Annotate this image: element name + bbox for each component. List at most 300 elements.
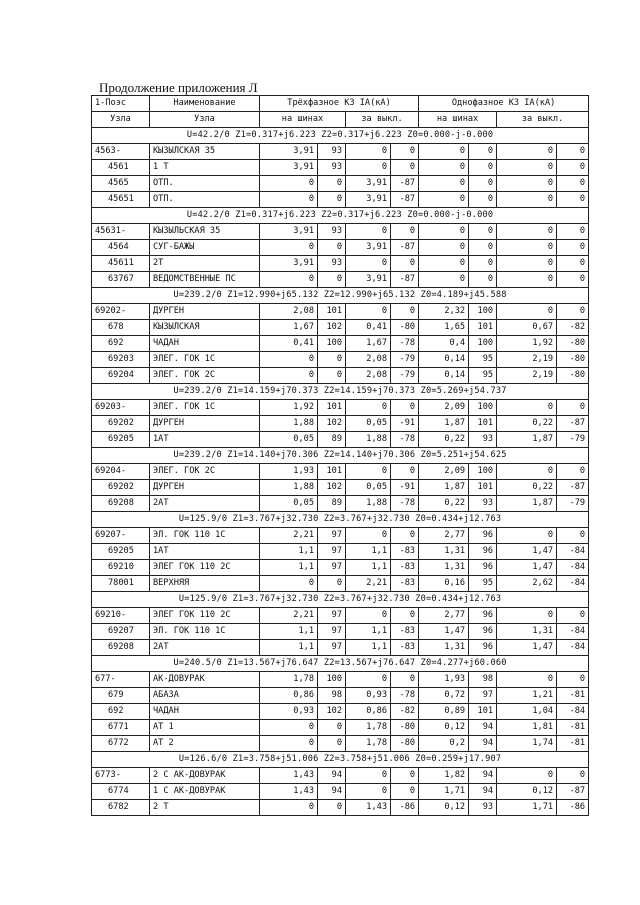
section-params: U=126.6/0 Z1=3.758+j51.006 Z2=3.758+j51.006 Z0=0.259+j17.907 bbox=[92, 752, 589, 768]
value-cell: 97 bbox=[318, 544, 346, 560]
value-cell: 97 bbox=[318, 608, 346, 624]
value-cell: 89 bbox=[318, 496, 346, 512]
value-cell: 0 bbox=[419, 176, 469, 192]
value-cell: 94 bbox=[469, 720, 497, 736]
table-row bbox=[92, 240, 589, 256]
value-cell: 1,47 bbox=[497, 640, 557, 656]
value-cell: 1,93 bbox=[260, 464, 318, 480]
section-header-row bbox=[92, 448, 589, 464]
value-cell: -80 bbox=[557, 368, 589, 384]
value-cell: 0 bbox=[318, 272, 346, 288]
node-cell: 69203 bbox=[92, 352, 150, 368]
value-cell: 0,89 bbox=[419, 704, 469, 720]
table-row bbox=[92, 336, 589, 352]
value-cell: 0 bbox=[497, 464, 557, 480]
value-cell: 0 bbox=[497, 256, 557, 272]
value-cell: 102 bbox=[318, 480, 346, 496]
table-row bbox=[92, 672, 589, 688]
value-cell: 0 bbox=[497, 528, 557, 544]
value-cell: 0 bbox=[318, 176, 346, 192]
name-cell: ЭЛЕГ. ГОК 1С bbox=[150, 352, 260, 368]
section-params: U=42.2/0 Z1=0.317+j6.223 Z2=0.317+j6.223 Z0=0.000-j-0.000 bbox=[92, 208, 589, 224]
value-cell: 0,72 bbox=[419, 688, 469, 704]
value-cell: 0,86 bbox=[346, 704, 391, 720]
value-cell: 2,19 bbox=[497, 368, 557, 384]
header-cell: Узла bbox=[92, 112, 150, 128]
value-cell: 0,05 bbox=[346, 416, 391, 432]
value-cell: -87 bbox=[391, 176, 419, 192]
value-cell: -80 bbox=[391, 736, 419, 752]
value-cell: 93 bbox=[318, 144, 346, 160]
value-cell: 1,88 bbox=[346, 432, 391, 448]
table-row bbox=[92, 352, 589, 368]
value-cell: 0 bbox=[391, 768, 419, 784]
name-cell: ОТП. bbox=[150, 176, 260, 192]
value-cell: 0 bbox=[497, 400, 557, 416]
name-cell: ВЕРХНЯЯ bbox=[150, 576, 260, 592]
node-cell: 4564 bbox=[92, 240, 150, 256]
value-cell: 1,78 bbox=[260, 672, 318, 688]
value-cell: 0 bbox=[391, 672, 419, 688]
node-cell: 69208 bbox=[92, 640, 150, 656]
value-cell: 102 bbox=[318, 704, 346, 720]
value-cell: 0 bbox=[469, 160, 497, 176]
value-cell: 0,14 bbox=[419, 368, 469, 384]
header-cell: Наименование bbox=[150, 96, 260, 112]
value-cell: 0 bbox=[469, 144, 497, 160]
value-cell: 94 bbox=[469, 768, 497, 784]
value-cell: 100 bbox=[469, 464, 497, 480]
name-cell: КЫЗЫЛСКАЯ bbox=[150, 320, 260, 336]
table-row bbox=[92, 560, 589, 576]
value-cell: 0 bbox=[557, 464, 589, 480]
header-cell: за выкл. bbox=[346, 112, 419, 128]
value-cell: 96 bbox=[469, 560, 497, 576]
header-row-1 bbox=[92, 96, 589, 112]
value-cell: 100 bbox=[469, 304, 497, 320]
value-cell: 0 bbox=[469, 224, 497, 240]
value-cell: 2,08 bbox=[260, 304, 318, 320]
value-cell: -82 bbox=[391, 704, 419, 720]
value-cell: 0 bbox=[497, 176, 557, 192]
value-cell: 1,1 bbox=[260, 560, 318, 576]
section-params: U=240.5/0 Z1=13.567+j76.647 Z2=13.567+j76.647 Z0=4.277+j60.060 bbox=[92, 656, 589, 672]
value-cell: 94 bbox=[469, 784, 497, 800]
table-row bbox=[92, 640, 589, 656]
value-cell: 0 bbox=[391, 528, 419, 544]
value-cell: 101 bbox=[318, 464, 346, 480]
value-cell: 1,43 bbox=[260, 768, 318, 784]
table-row bbox=[92, 784, 589, 800]
value-cell: 0 bbox=[260, 192, 318, 208]
value-cell: 2,77 bbox=[419, 528, 469, 544]
value-cell: -83 bbox=[391, 624, 419, 640]
value-cell: 1,87 bbox=[497, 496, 557, 512]
value-cell: 0 bbox=[260, 576, 318, 592]
value-cell: 89 bbox=[318, 432, 346, 448]
section-params: U=125.9/0 Z1=3.767+j32.730 Z2=3.767+j32.730 Z0=0.434+j12.763 bbox=[92, 592, 589, 608]
name-cell: АТ 1 bbox=[150, 720, 260, 736]
value-cell: 1,1 bbox=[260, 624, 318, 640]
node-cell: 6773- bbox=[92, 768, 150, 784]
value-cell: 97 bbox=[318, 640, 346, 656]
value-cell: 0,4 bbox=[419, 336, 469, 352]
value-cell: -80 bbox=[557, 336, 589, 352]
node-cell: 4565 bbox=[92, 176, 150, 192]
name-cell: 2 С АК-ДОВУРАК bbox=[150, 768, 260, 784]
table-row bbox=[92, 144, 589, 160]
value-cell: 0 bbox=[391, 400, 419, 416]
table-row bbox=[92, 160, 589, 176]
value-cell: 1,04 bbox=[497, 704, 557, 720]
value-cell: 0 bbox=[260, 240, 318, 256]
node-cell: 69205 bbox=[92, 432, 150, 448]
node-cell: 45631- bbox=[92, 224, 150, 240]
value-cell: 101 bbox=[318, 400, 346, 416]
table-row bbox=[92, 688, 589, 704]
header-cell: Однофазное КЗ IA(кА) bbox=[419, 96, 589, 112]
value-cell: -86 bbox=[557, 800, 589, 816]
value-cell: 0,22 bbox=[497, 480, 557, 496]
node-cell: 4563- bbox=[92, 144, 150, 160]
name-cell: ЧАДАН bbox=[150, 704, 260, 720]
header-cell: на шинах bbox=[260, 112, 346, 128]
value-cell: 0 bbox=[318, 800, 346, 816]
node-cell: 69205 bbox=[92, 544, 150, 560]
value-cell: 98 bbox=[318, 688, 346, 704]
value-cell: -84 bbox=[557, 640, 589, 656]
value-cell: 0,22 bbox=[419, 496, 469, 512]
value-cell: 0 bbox=[557, 176, 589, 192]
section-header-row bbox=[92, 128, 589, 144]
node-cell: 6772 bbox=[92, 736, 150, 752]
table-row bbox=[92, 576, 589, 592]
value-cell: 94 bbox=[318, 784, 346, 800]
value-cell: 1,88 bbox=[260, 480, 318, 496]
value-cell: 1,31 bbox=[497, 624, 557, 640]
value-cell: 96 bbox=[469, 544, 497, 560]
section-params: U=239.2/0 Z1=14.159+j70.373 Z2=14.159+j70.373 Z0=5.269+j54.737 bbox=[92, 384, 589, 400]
value-cell: 0 bbox=[497, 768, 557, 784]
header-cell: Узла bbox=[150, 112, 260, 128]
node-cell: 6774 bbox=[92, 784, 150, 800]
value-cell: 0 bbox=[260, 368, 318, 384]
value-cell: -81 bbox=[557, 736, 589, 752]
value-cell: 0 bbox=[557, 240, 589, 256]
value-cell: -78 bbox=[391, 336, 419, 352]
value-cell: 0 bbox=[260, 176, 318, 192]
value-cell: 96 bbox=[469, 640, 497, 656]
value-cell: 95 bbox=[469, 576, 497, 592]
value-cell: 101 bbox=[469, 480, 497, 496]
table-row bbox=[92, 800, 589, 816]
table-row bbox=[92, 704, 589, 720]
value-cell: 0 bbox=[419, 256, 469, 272]
node-cell: 692 bbox=[92, 336, 150, 352]
value-cell: -83 bbox=[391, 544, 419, 560]
name-cell: ДУРГЕН bbox=[150, 416, 260, 432]
value-cell: 0 bbox=[260, 800, 318, 816]
section-header-row bbox=[92, 512, 589, 528]
value-cell: 0 bbox=[346, 160, 391, 176]
value-cell: 0,2 bbox=[419, 736, 469, 752]
section-header-row bbox=[92, 288, 589, 304]
value-cell: 1,1 bbox=[346, 624, 391, 640]
table-row bbox=[92, 272, 589, 288]
value-cell: -78 bbox=[391, 496, 419, 512]
node-cell: 69204 bbox=[92, 368, 150, 384]
value-cell: 0,05 bbox=[260, 496, 318, 512]
value-cell: 0 bbox=[391, 144, 419, 160]
name-cell: АБАЗА bbox=[150, 688, 260, 704]
value-cell: 0,12 bbox=[419, 800, 469, 816]
header-cell: на шинах bbox=[419, 112, 497, 128]
value-cell: -87 bbox=[391, 240, 419, 256]
value-cell: 0 bbox=[260, 736, 318, 752]
section-header-row bbox=[92, 592, 589, 608]
value-cell: 97 bbox=[318, 528, 346, 544]
value-cell: 93 bbox=[318, 256, 346, 272]
value-cell: 1,1 bbox=[260, 640, 318, 656]
value-cell: 0 bbox=[469, 240, 497, 256]
name-cell: ЭЛЕГ. ГОК 1С bbox=[150, 400, 260, 416]
table-row bbox=[92, 320, 589, 336]
node-cell: 45651 bbox=[92, 192, 150, 208]
section-params: U=239.2/0 Z1=12.990+j65.132 Z2=12.990+j65.132 Z0=4.189+j45.588 bbox=[92, 288, 589, 304]
value-cell: 3,91 bbox=[260, 160, 318, 176]
value-cell: 0 bbox=[497, 272, 557, 288]
value-cell: 1,88 bbox=[260, 416, 318, 432]
value-cell: 0 bbox=[346, 608, 391, 624]
value-cell: 1,21 bbox=[497, 688, 557, 704]
name-cell: ЭЛ. ГОК 110 1С bbox=[150, 624, 260, 640]
table-row bbox=[92, 736, 589, 752]
name-cell: 2АТ bbox=[150, 640, 260, 656]
value-cell: 0 bbox=[346, 224, 391, 240]
value-cell: 1,78 bbox=[346, 736, 391, 752]
value-cell: 101 bbox=[469, 416, 497, 432]
value-cell: -83 bbox=[391, 560, 419, 576]
value-cell: 0 bbox=[346, 464, 391, 480]
value-cell: 0 bbox=[391, 256, 419, 272]
value-cell: 0 bbox=[497, 224, 557, 240]
value-cell: 0,14 bbox=[419, 352, 469, 368]
header-cell: за выкл. bbox=[497, 112, 589, 128]
value-cell: -79 bbox=[557, 432, 589, 448]
value-cell: 3,91 bbox=[346, 192, 391, 208]
value-cell: -87 bbox=[391, 192, 419, 208]
name-cell: 2Т bbox=[150, 256, 260, 272]
value-cell: 0 bbox=[557, 256, 589, 272]
value-cell: 1,47 bbox=[497, 544, 557, 560]
section-header-row bbox=[92, 752, 589, 768]
value-cell: 2,21 bbox=[260, 608, 318, 624]
value-cell: 0,93 bbox=[260, 704, 318, 720]
value-cell: 0 bbox=[318, 576, 346, 592]
value-cell: 0,22 bbox=[497, 416, 557, 432]
table-row bbox=[92, 256, 589, 272]
node-cell: 69210- bbox=[92, 608, 150, 624]
value-cell: 0,12 bbox=[419, 720, 469, 736]
value-cell: -87 bbox=[557, 784, 589, 800]
name-cell: ЭЛЕГ. ГОК 2С bbox=[150, 368, 260, 384]
section-params: U=239.2/0 Z1=14.140+j70.306 Z2=14.140+j70.306 Z0=5.251+j54.625 bbox=[92, 448, 589, 464]
value-cell: 0 bbox=[419, 240, 469, 256]
header-cell: Трёхфазное КЗ IA(кА) bbox=[260, 96, 419, 112]
value-cell: 0 bbox=[557, 272, 589, 288]
node-cell: 69202 bbox=[92, 416, 150, 432]
value-cell: -78 bbox=[391, 432, 419, 448]
value-cell: 0 bbox=[557, 144, 589, 160]
value-cell: 3,91 bbox=[346, 176, 391, 192]
value-cell: 0 bbox=[557, 528, 589, 544]
section-header-row bbox=[92, 656, 589, 672]
value-cell: 0 bbox=[391, 304, 419, 320]
value-cell: 0 bbox=[497, 240, 557, 256]
table-row bbox=[92, 464, 589, 480]
value-cell: 2,21 bbox=[260, 528, 318, 544]
value-cell: 101 bbox=[469, 320, 497, 336]
value-cell: 0,86 bbox=[260, 688, 318, 704]
value-cell: -84 bbox=[557, 544, 589, 560]
value-cell: 2,21 bbox=[346, 576, 391, 592]
node-cell: 63767 bbox=[92, 272, 150, 288]
value-cell: 102 bbox=[318, 320, 346, 336]
value-cell: 101 bbox=[469, 704, 497, 720]
value-cell: 0 bbox=[346, 144, 391, 160]
name-cell: ОТП. bbox=[150, 192, 260, 208]
value-cell: 3,91 bbox=[346, 240, 391, 256]
value-cell: 0 bbox=[469, 176, 497, 192]
value-cell: 1,47 bbox=[497, 560, 557, 576]
value-cell: 93 bbox=[469, 800, 497, 816]
value-cell: 1,81 bbox=[497, 720, 557, 736]
value-cell: 0 bbox=[346, 256, 391, 272]
value-cell: 93 bbox=[318, 160, 346, 176]
value-cell: -79 bbox=[557, 496, 589, 512]
node-cell: 678 bbox=[92, 320, 150, 336]
value-cell: 100 bbox=[469, 400, 497, 416]
value-cell: -80 bbox=[557, 352, 589, 368]
value-cell: 0 bbox=[469, 272, 497, 288]
name-cell: ЭЛЕГ ГОК 110 2С bbox=[150, 608, 260, 624]
value-cell: 95 bbox=[469, 368, 497, 384]
header-row-2 bbox=[92, 112, 589, 128]
value-cell: 2,77 bbox=[419, 608, 469, 624]
value-cell: 95 bbox=[469, 352, 497, 368]
value-cell: 0,05 bbox=[260, 432, 318, 448]
name-cell: ВЕДОМСТВЕННЫЕ ПС bbox=[150, 272, 260, 288]
section-params: U=125.9/0 Z1=3.767+j32.730 Z2=3.767+j32.730 Z0=0.434+j12.763 bbox=[92, 512, 589, 528]
table-row bbox=[92, 528, 589, 544]
value-cell: 1,47 bbox=[419, 624, 469, 640]
value-cell: 0,93 bbox=[346, 688, 391, 704]
value-cell: 1,43 bbox=[260, 784, 318, 800]
value-cell: 0 bbox=[318, 736, 346, 752]
node-cell: 692 bbox=[92, 704, 150, 720]
value-cell: 0 bbox=[346, 304, 391, 320]
value-cell: -91 bbox=[391, 480, 419, 496]
value-cell: 3,91 bbox=[260, 144, 318, 160]
value-cell: 0 bbox=[346, 784, 391, 800]
node-cell: 78001 bbox=[92, 576, 150, 592]
node-cell: 69207- bbox=[92, 528, 150, 544]
node-cell: 6782 bbox=[92, 800, 150, 816]
value-cell: 1,93 bbox=[419, 672, 469, 688]
value-cell: 1,87 bbox=[419, 480, 469, 496]
value-cell: 0 bbox=[557, 304, 589, 320]
value-cell: 0,67 bbox=[497, 320, 557, 336]
value-cell: 0 bbox=[497, 672, 557, 688]
value-cell: 0 bbox=[318, 720, 346, 736]
value-cell: -79 bbox=[391, 352, 419, 368]
value-cell: 0 bbox=[557, 400, 589, 416]
value-cell: 1,31 bbox=[419, 544, 469, 560]
value-cell: 2,19 bbox=[497, 352, 557, 368]
value-cell: 1,1 bbox=[260, 544, 318, 560]
value-cell: 96 bbox=[469, 528, 497, 544]
value-cell: 96 bbox=[469, 608, 497, 624]
value-cell: 0 bbox=[557, 768, 589, 784]
value-cell: 0,22 bbox=[419, 432, 469, 448]
name-cell: 1 С АК-ДОВУРАК bbox=[150, 784, 260, 800]
name-cell: СУГ-БАЖЫ bbox=[150, 240, 260, 256]
value-cell: 1,43 bbox=[346, 800, 391, 816]
name-cell: ДУРГЕН bbox=[150, 480, 260, 496]
page-caption: Продолжение приложения Л bbox=[99, 80, 258, 95]
value-cell: 96 bbox=[469, 624, 497, 640]
value-cell: -87 bbox=[391, 272, 419, 288]
value-cell: 100 bbox=[469, 336, 497, 352]
value-cell: 1,31 bbox=[419, 560, 469, 576]
name-cell: ЧАДАН bbox=[150, 336, 260, 352]
value-cell: 0 bbox=[497, 304, 557, 320]
value-cell: 0 bbox=[318, 192, 346, 208]
value-cell: -78 bbox=[391, 688, 419, 704]
value-cell: 1,87 bbox=[419, 416, 469, 432]
table-row bbox=[92, 224, 589, 240]
value-cell: 100 bbox=[318, 672, 346, 688]
value-cell: 0 bbox=[469, 256, 497, 272]
value-cell: -83 bbox=[391, 640, 419, 656]
value-cell: 0 bbox=[346, 672, 391, 688]
node-cell: 69202- bbox=[92, 304, 150, 320]
value-cell: 1,1 bbox=[346, 544, 391, 560]
value-cell: -84 bbox=[557, 576, 589, 592]
value-cell: 1,88 bbox=[346, 496, 391, 512]
value-cell: 0 bbox=[497, 144, 557, 160]
value-cell: 93 bbox=[469, 432, 497, 448]
table-row bbox=[92, 624, 589, 640]
value-cell: 0 bbox=[419, 192, 469, 208]
value-cell: 1,87 bbox=[497, 432, 557, 448]
table-row bbox=[92, 368, 589, 384]
table-row bbox=[92, 416, 589, 432]
value-cell: 2,09 bbox=[419, 400, 469, 416]
value-cell: 2,08 bbox=[346, 368, 391, 384]
node-cell: 69210 bbox=[92, 560, 150, 576]
value-cell: 0 bbox=[419, 144, 469, 160]
name-cell: АК-ДОВУРАК bbox=[150, 672, 260, 688]
value-cell: 0 bbox=[391, 784, 419, 800]
value-cell: 1,1 bbox=[346, 560, 391, 576]
node-cell: 69203- bbox=[92, 400, 150, 416]
name-cell: 1АТ bbox=[150, 544, 260, 560]
value-cell: 2,32 bbox=[419, 304, 469, 320]
node-cell: 69207 bbox=[92, 624, 150, 640]
value-cell: 1,67 bbox=[346, 336, 391, 352]
value-cell: 0,12 bbox=[497, 784, 557, 800]
